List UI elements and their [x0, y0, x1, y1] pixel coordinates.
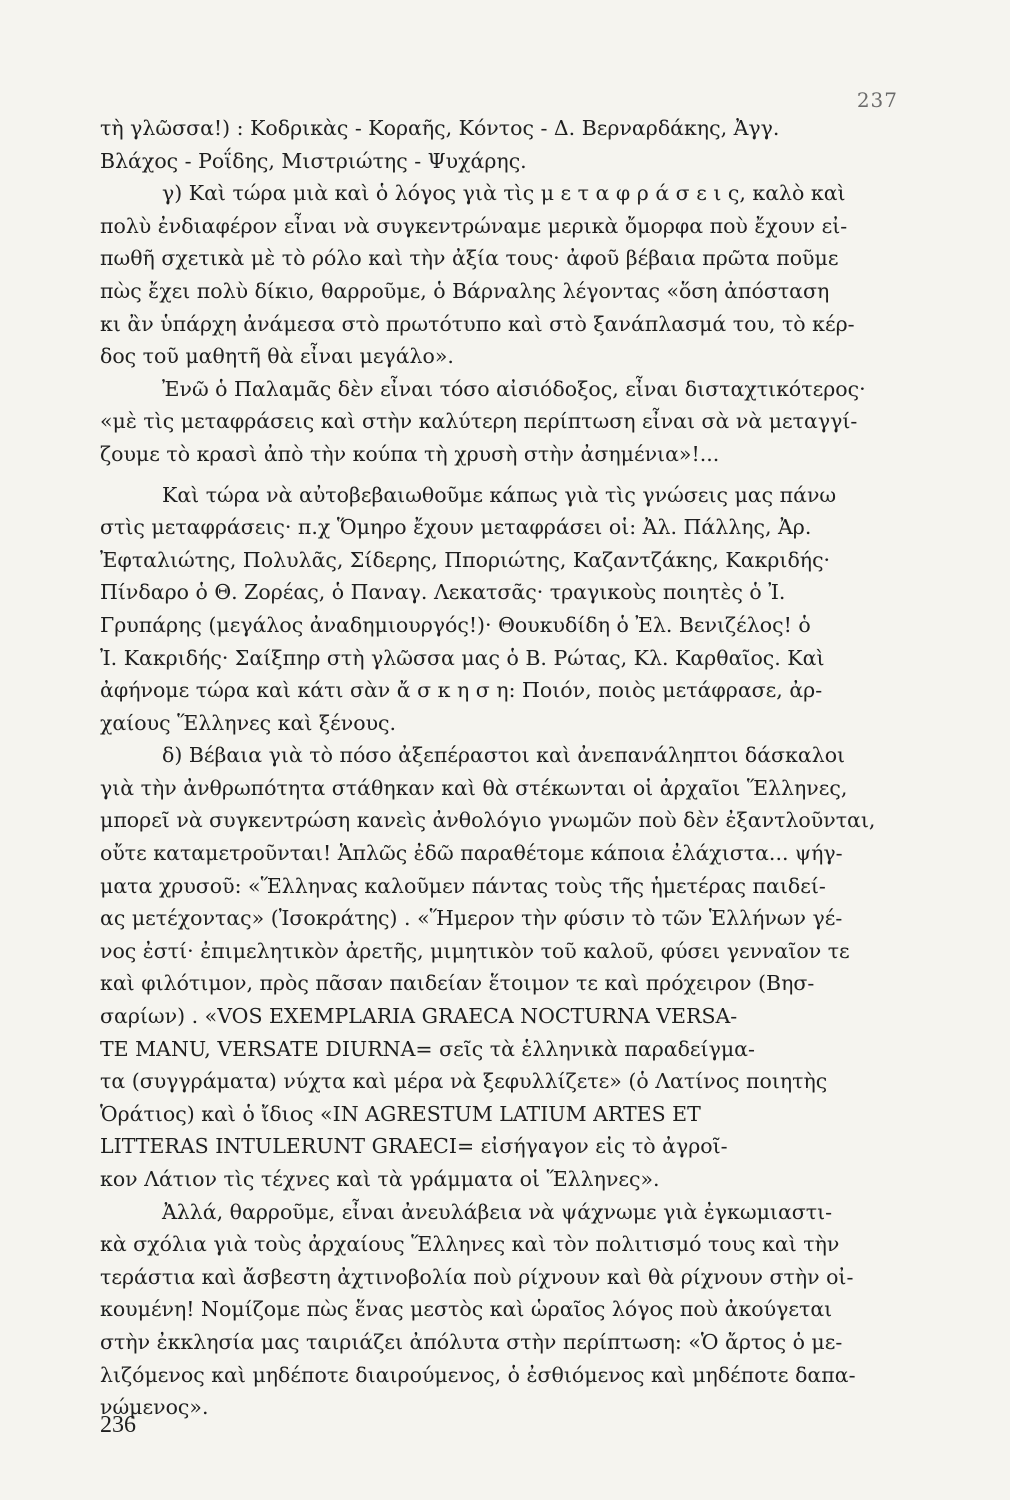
- text-line: τεράστια καὶ ἄσβεστη ἀχτινοβολία ποὺ ρίχνουν καὶ θὰ ρίχνουν στὴν οἰ-: [100, 1264, 854, 1289]
- text-line: γ) Καὶ τώρα μιὰ καὶ ὁ λόγος γιὰ τὶς μ ε τ α φ ρ ά σ ε ι ς, καλὸ καὶ: [162, 181, 846, 206]
- paragraph-3: [100, 373, 908, 471]
- page-number: 236: [100, 1412, 136, 1438]
- text-line: Καὶ τώρα νὰ αὐτοβεβαιωθοῦμε κάπως γιὰ τὶς γνώσεις μας πάνω: [162, 482, 837, 507]
- paragraph-1: [100, 112, 908, 177]
- text-line: μπορεῖ νὰ συγκεντρώση κανεὶς ἀνθολόγιο γνωμῶν ποὺ δὲν ἐξαντλοῦνται,: [100, 808, 876, 833]
- text-line: Ἐφταλιώτης, Πολυλᾶς, Σίδερης, Πποριώτης, Καζαντζάκης, Κακριδής·: [100, 547, 831, 572]
- text-line: TE MANU, VERSATE DIURNA= σεῖς τὰ ἑλληνικὰ παραδείγμα-: [100, 1036, 755, 1061]
- text-line: κι ἂν ὑπάρχη ἀνάμεσα στὸ πρωτότυπο καὶ στὸ ξανάπλασμά του, τὸ κέρ-: [100, 311, 855, 336]
- paragraph-5: [100, 739, 908, 1195]
- paragraph-6: [100, 1196, 908, 1424]
- paragraph-2: [100, 177, 908, 373]
- text-line: στὶς μεταφράσεις· π.χ Ὅμηρο ἔχουν μεταφράσει οἱ: Ἀλ. Πάλλης, Ἀρ.: [100, 515, 812, 540]
- text-line: Ὁράτιος) καὶ ὁ ἴδιος «IN AGRESTUM LATIUM ARTES ET: [100, 1101, 701, 1126]
- text-line: ματα χρυσοῦ: «Ἕλληνας καλοῦμεν πάντας τοὺς τῆς ἡμετέρας παιδεί-: [100, 873, 826, 898]
- text-line: στὴν ἐκκλησία μας ταιριάζει ἀπόλυτα στὴν περίπτωση: «Ὁ ἄρτος ὁ με-: [100, 1329, 843, 1354]
- text-line: κὰ σχόλια γιὰ τοὺς ἀρχαίους Ἕλληνες καὶ τὸν πολιτισμό τους καὶ τὴν: [100, 1232, 840, 1257]
- text-line: λιζόμενος καὶ μηδέποτε διαιρούμενος, ὁ ἐσθιόμενος καὶ μηδέποτε δαπα-: [100, 1362, 856, 1387]
- text-line: πὼς ἔχει πολὺ δίκιο, θαρροῦμε, ὁ Βάρναλης λέγοντας «ὅση ἀπόσταση: [100, 278, 830, 303]
- text-line: Ἰ. Κακριδής· Σαίξπηρ στὴ γλῶσσα μας ὁ Β. Ρώτας, Κλ. Καρθαῖος. Καὶ: [100, 645, 825, 670]
- text-body: [100, 112, 908, 1424]
- text-line: LITTERAS INTULERUNT GRAECI= εἰσήγαγον εἰς τὸ ἀγροῖ-: [100, 1134, 728, 1159]
- text-line: καὶ φιλότιμον, πρὸς πᾶσαν παιδείαν ἕτοιμον τε καὶ πρόχειρον (Βησ-: [100, 971, 815, 996]
- text-line: οὔτε καταμετροῦνται! Ἁπλῶς ἐδῶ παραθέτομε κάποια ἐλάχιστα... ψήγ-: [100, 841, 843, 866]
- text-line: σαρίων) . «VOS EXEMPLARIA GRAECA NOCTURNA VERSA-: [100, 1004, 738, 1029]
- text-line: τα (συγγράματα) νύχτα καὶ μέρα νὰ ξεφυλλίζετε» (ὁ Λατίνος ποιητὴς: [100, 1069, 828, 1094]
- text-line: ἀφήνομε τώρα καὶ κάτι σὰν ἄ σ κ η σ η: Ποιόν, ποιὸς μετάφρασε, ἀρ-: [100, 678, 823, 703]
- text-line: πολὺ ἐνδιαφέρον εἶναι νὰ συγκεντρώναμε μερικὰ ὄμορφα ποὺ ἔχουν εἰ-: [100, 213, 848, 238]
- text-line: ας μετέχοντας» (Ἰσοκράτης) . «Ἥμερον τὴν φύσιν τὸ τῶν Ἑλλήνων γέ-: [100, 906, 843, 931]
- text-line: ζουμε τὸ κρασὶ ἀπὸ τὴν κούπα τὴ χρυσὴ στὴν ἀσημένια»!...: [100, 441, 720, 466]
- text-line: τὴ γλῶσσα!) : Κοδρικὰς - Κοραῆς, Κόντος - Δ. Βερναρδάκης, Ἀγγ.: [100, 116, 780, 140]
- text-line: δ) Βέβαια γιὰ τὸ πόσο ἀξεπέραστοι καὶ ἀνεπανάληπτοι δάσκαλοι: [162, 743, 846, 768]
- text-line: πωθῆ σχετικὰ μὲ τὸ ρόλο καὶ τὴν ἀξία τους· ἀφοῦ βέβαια πρῶτα ποῦμε: [100, 246, 839, 271]
- text-line: νος ἐστί· ἐπιμελητικὸν ἀρετῆς, μιμητικὸν τοῦ καλοῦ, φύσει γενναῖον τε: [100, 938, 850, 963]
- text-line: Βλάχος - Ροΐδης, Μιστριώτης - Ψυχάρης.: [100, 148, 527, 173]
- text-line: «μὲ τὶς μεταφράσεις καὶ στὴν καλύτερη περίπτωση εἶναι σὰ νὰ μεταγγί-: [100, 409, 858, 434]
- text-line: νώμενος».: [100, 1395, 209, 1420]
- text-line: γιὰ τὴν ἀνθρωπότητα στάθηκαν καὶ θὰ στέκωνται οἱ ἀρχαῖοι Ἕλληνες,: [100, 775, 848, 800]
- text-line: κον Λάτιον τὶς τέχνες καὶ τὰ γράμματα οἱ Ἕλληνες».: [100, 1167, 660, 1191]
- text-line: Πίνδαρο ὁ Θ. Ζορέας, ὁ Παναγ. Λεκατσᾶς· τραγικοὺς ποιητὲς ὁ Ἰ.: [100, 580, 786, 605]
- text-line: Ἐνῶ ὁ Παλαμᾶς δὲν εἶναι τόσο αἰσιόδοξος, εἶναι δισταχτικότερος·: [162, 376, 866, 401]
- text-line: Γρυπάρης (μεγάλος ἀναδημιουργός!)· Θουκυδίδη ὁ Ἐλ. Βενιζέλος! ὁ: [100, 612, 811, 637]
- paragraph-4: [100, 479, 908, 740]
- text-line: χαίους Ἕλληνες καὶ ξένους.: [100, 710, 397, 735]
- text-line: κουμένη! Νομίζομε πὼς ἕνας μεστὸς καὶ ὡραῖος λόγος ποὺ ἀκούγεται: [100, 1297, 833, 1322]
- bleed-through-page-number: 237: [856, 88, 898, 112]
- text-line: δος τοῦ μαθητῆ θὰ εἶναι μεγάλο».: [100, 344, 454, 369]
- text-line: Ἀλλά, θαρροῦμε, εἶναι ἀνευλάβεια νὰ ψάχνωμε γιὰ ἐγκωμιαστι-: [162, 1199, 833, 1224]
